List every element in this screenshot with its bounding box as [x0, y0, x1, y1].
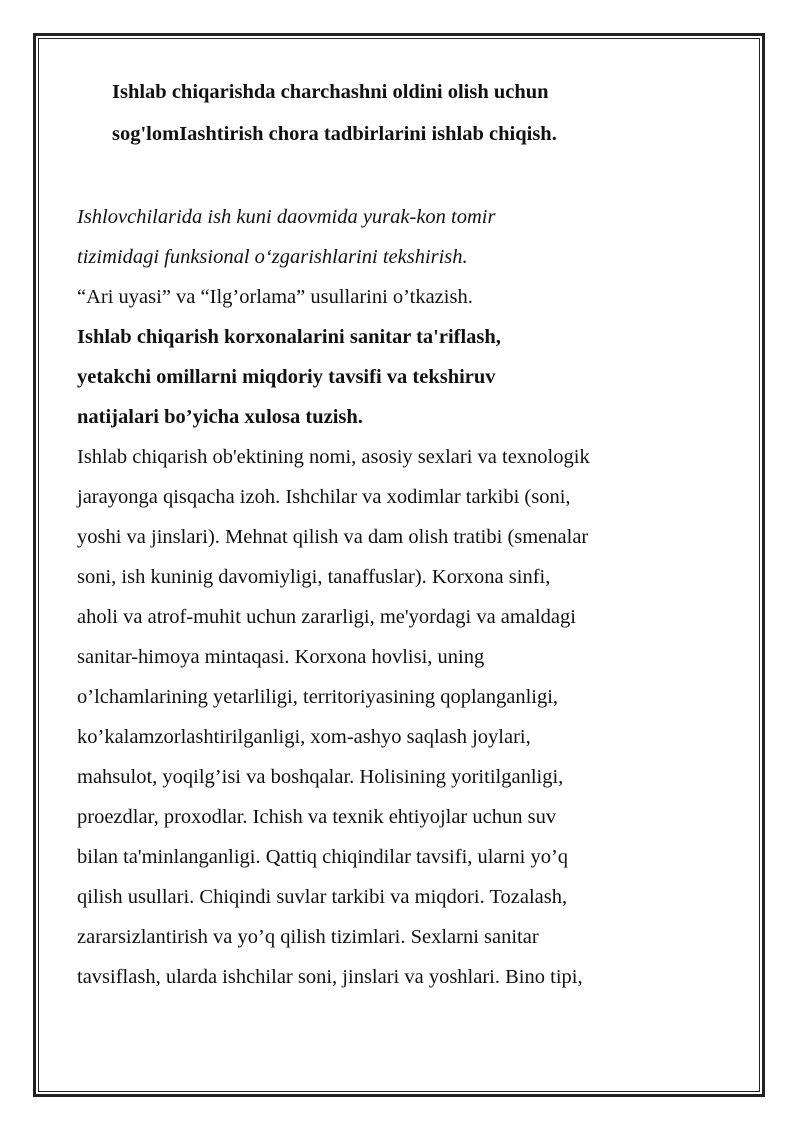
section-heading [77, 317, 717, 437]
body-paragraph [77, 437, 717, 997]
body-line: soni, ish kuninig davomiyligi, tanaffuslar). Korxona sinfi, [77, 566, 551, 588]
body-line: yoshi va jinslari). Mehnat qilish va dam olish tratibi (smenalar [77, 526, 589, 548]
title-line: sog'lomIashtirish chora tadbirlarini ishlab chiqish. [112, 123, 557, 145]
italic-line: tizimidagi funksional o‘zgarishlarini tekshirish. [77, 246, 468, 268]
heading-line: natijalari bo’yicha xulosa tuzish. [77, 406, 363, 428]
body-line: bilan ta'minlanganligi. Qattiq chiqindilar tavsifi, ularni yo’q [77, 846, 569, 868]
body-line: Ishlab chiqarish ob'ektining nomi, asosiy sexlari va texnologik [77, 446, 590, 468]
heading-line: yetakchi omillarni miqdoriy tavsifi va tekshiruv [77, 366, 496, 388]
body-line: tavsiflash, ularda ishchilar soni, jinslari va yoshlari. Bino tipi, [77, 966, 583, 988]
body-line: mahsulot, yoqilg’isi va boshqalar. Holisining yoritilganligi, [77, 766, 564, 788]
document-title [112, 71, 717, 155]
document-body [77, 71, 717, 997]
body-line: aholi va atrof-muhit uchun zararligi, me'yordagi va amaldagi [77, 606, 576, 628]
title-line: Ishlab chiqarishda charchashni oldini olish uchun [112, 81, 549, 103]
body-line: qilish usullari. Chiqindi suvlar tarkibi va miqdori. Tozalash, [77, 886, 568, 908]
body-line: zararsizlantirish va yo’q qilish tizimlari. Sexlarni sanitar [77, 926, 539, 948]
italic-line: Ishlovchilarida ish kuni daovmida yurak-kon tomir [77, 206, 496, 228]
body-line: sanitar-himoya mintaqasi. Korxona hovlisi, uning [77, 646, 485, 668]
method-line: “Ari uyasi” va “Ilg’orlama” usullarini o’tkazish. [77, 286, 473, 308]
body-line: o’lchamlarining yetarliligi, territoriyasining qoplanganligi, [77, 686, 559, 708]
spacer [77, 155, 717, 197]
body-line: ko’kalamzorlashtirilganligi, xom-ashyo saqlash joylari, [77, 726, 531, 748]
body-line: proezdlar, proxodlar. Ichish va texnik ehtiyojlar uchun suv [77, 806, 557, 828]
italic-subtitle [77, 197, 717, 277]
heading-line: Ishlab chiqarish korxonalarini sanitar ta'riflash, [77, 326, 501, 348]
body-line: jarayonga qisqacha izoh. Ishchilar va xodimlar tarkibi (soni, [77, 486, 571, 508]
